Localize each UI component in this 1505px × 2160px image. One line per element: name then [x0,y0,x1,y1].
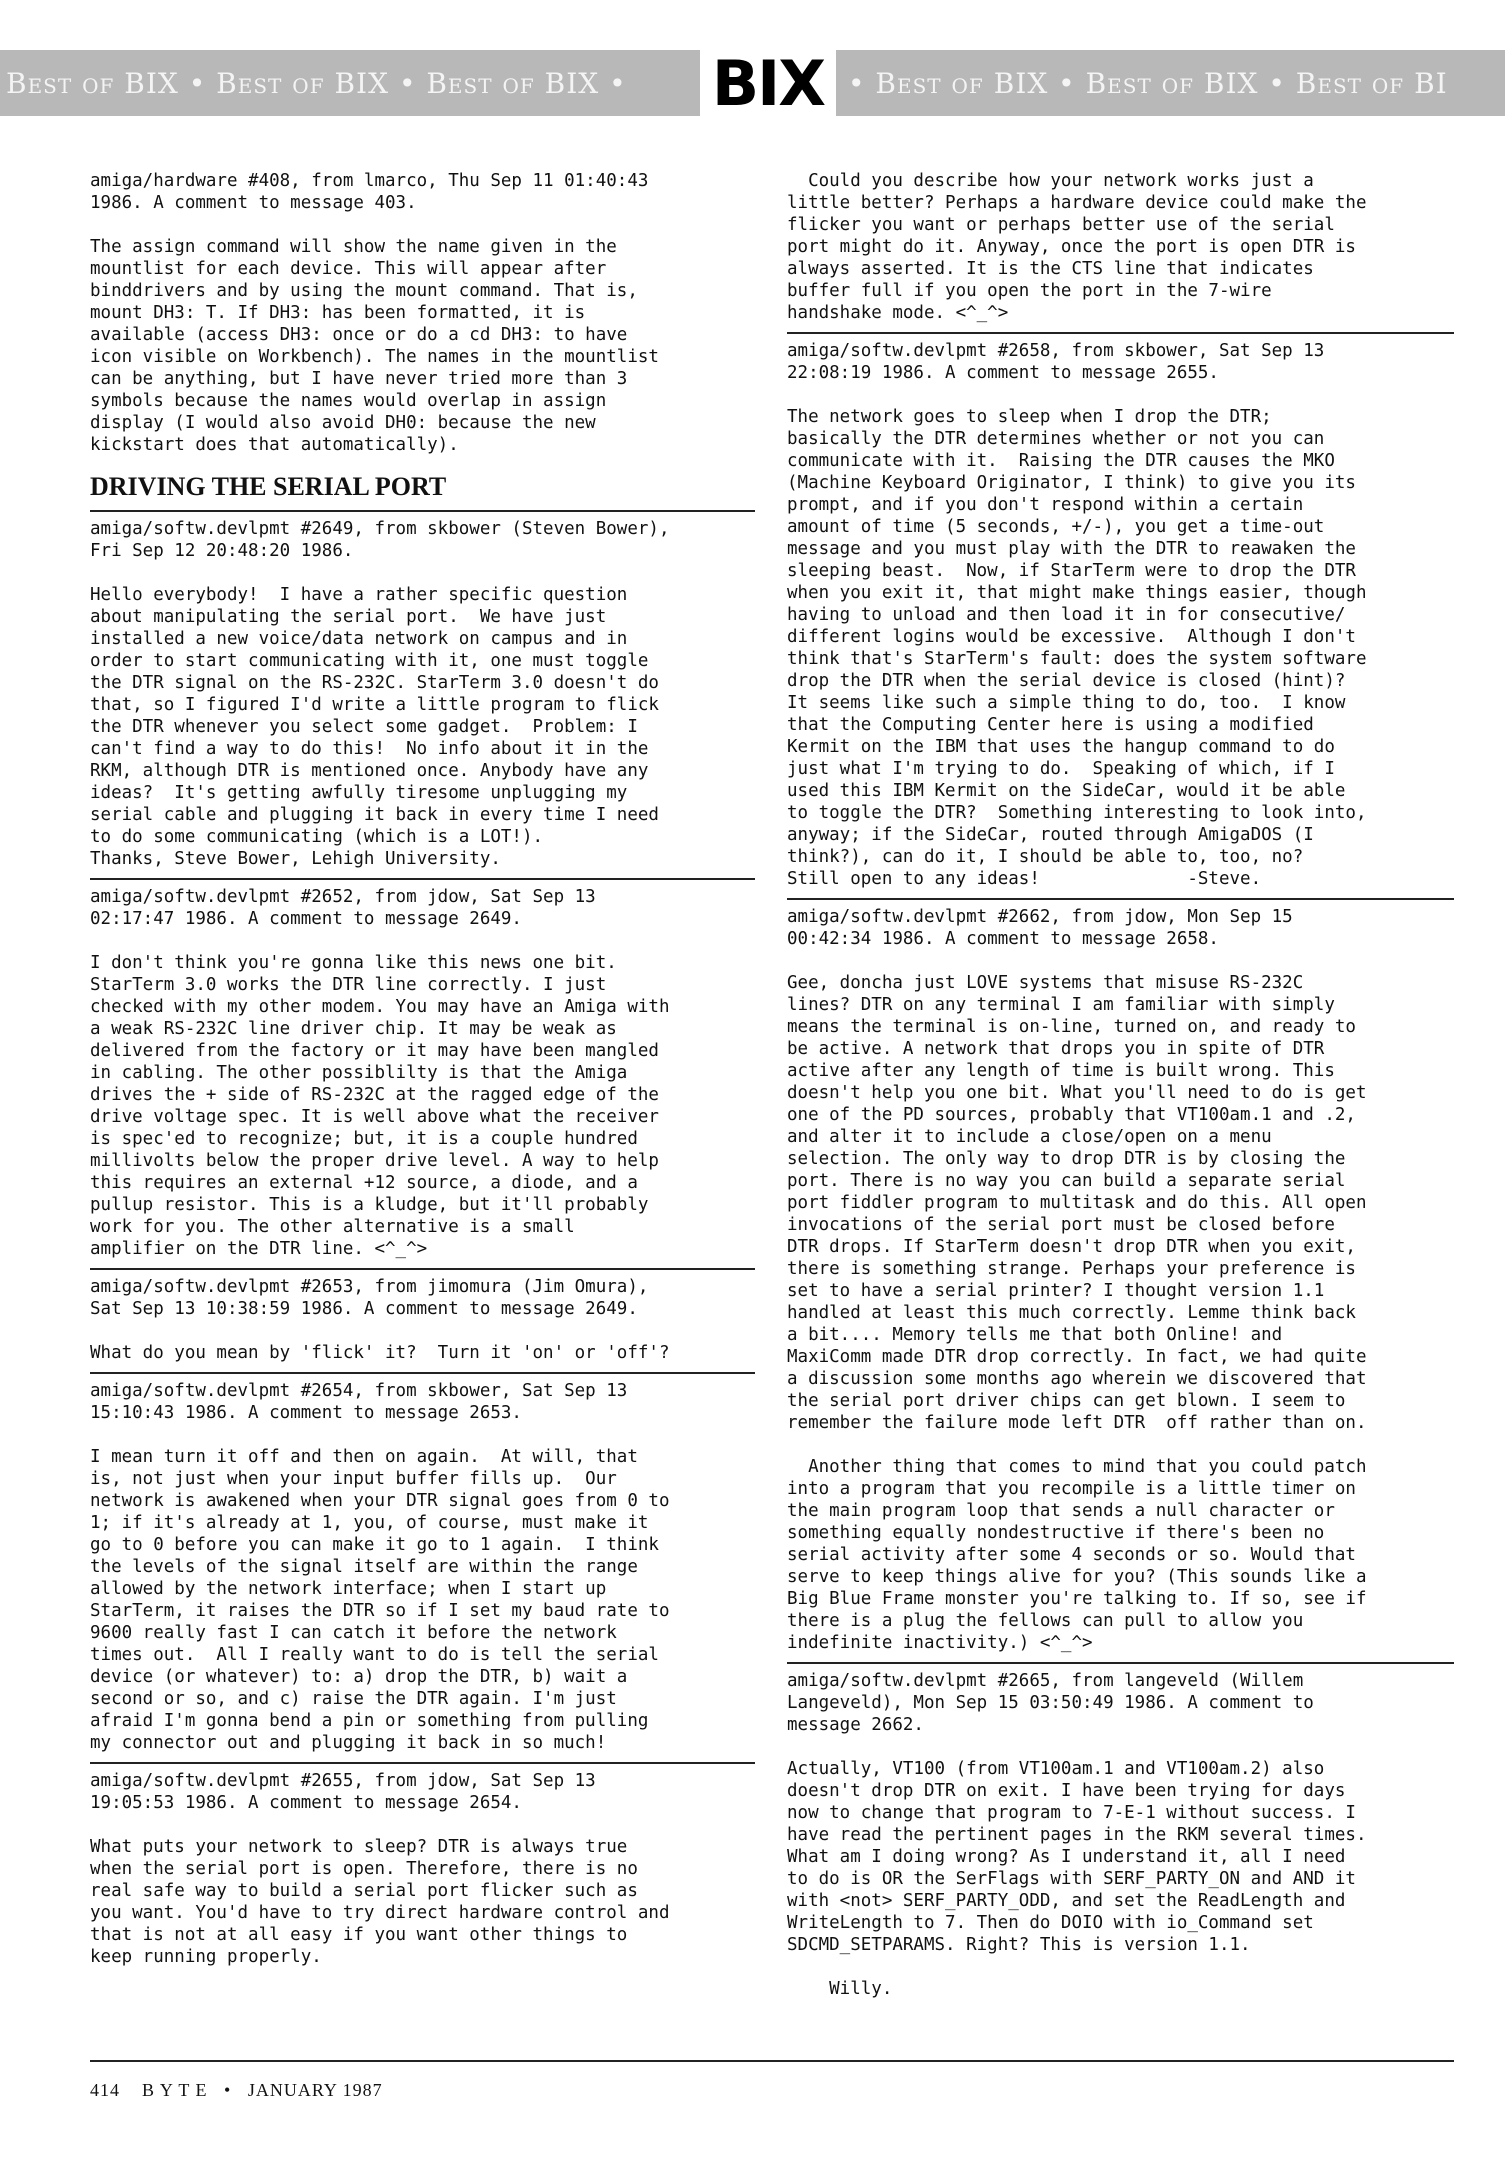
message-body-line: available (access DH3: once or do a cd DH3: to have [90,325,628,345]
message-body-line: serve to keep things alive for you? (This sounds like a [787,1567,1367,1587]
message-body-line: basically the DTR determines whether or not you can [787,429,1325,449]
message-body-line: be active. A network that drops you in spite of DTR [787,1039,1325,1059]
message-body-line: one of the PD sources, probably that VT100am.1 and .2, [787,1105,1356,1125]
message-body-line: message and you must play with the DTR to reawaken the [787,539,1356,559]
message-body-line: pullup resistor. This is a kludge, but it'll probably [90,1195,649,1215]
message-header [90,1380,755,1424]
message-body-line: icon visible on Workbench). The names in the mountlist [90,347,659,367]
message-header-line: message 2662. [787,1715,924,1735]
message-body-line: Actually, VT100 (from VT100am.1 and VT100am.2) also [787,1759,1325,1779]
paragraph-gap [90,562,755,584]
message-body-line: port fiddler program to multitask and do this. All open [787,1193,1367,1213]
message-body-line: DTR drops. If StarTerm doesn't drop DTR when you exit, [787,1237,1356,1257]
message-divider [787,1662,1454,1664]
message-body-line: Gee, doncha just LOVE systems that misuse RS-232C [787,973,1304,993]
message-body-line: What am I doing wrong? As I understand it, all I need [787,1847,1346,1867]
message-body-line: WriteLength to 7. Then do DOIO with io_Command set [787,1913,1314,1933]
message-body-line: keep running properly. [90,1947,322,1967]
message-body-line: allowed by the network interface; when I start up [90,1579,607,1599]
footer-separator: • [224,2080,232,2100]
message-header [90,1276,755,1320]
message-body-line: second or so, and c) raise the DTR again. I'm just [90,1689,617,1709]
message-body-line: remember the failure mode left DTR off rather than on. [787,1413,1367,1433]
message-body-line: 1; if it's already at 1, you, of course, must make it [90,1513,649,1533]
message-body-line: StarTerm 3.0 works the DTR line correctly. I just [90,975,607,995]
message-body-line: 9600 really fast I can catch it before the network [90,1623,617,1643]
message-body-line: device (or whatever) to: a) drop the DTR, b) wait a [90,1667,628,1687]
message-body-line: with <not> SERF_PARTY_ODD, and set the ReadLength and [787,1891,1346,1911]
message-body-line: is, not just when your input buffer fills up. Our [90,1469,617,1489]
message-body-line: doesn't help you one bit. What you'll need to do is get [787,1083,1367,1103]
best-of-bix-banner [0,46,1505,120]
message-divider [90,878,755,880]
message-body-line: prompt, and if you don't respond within a certain [787,495,1304,515]
message-header-line: 15:10:43 1986. A comment to message 2653. [90,1403,522,1423]
message-body-line: that the Computing Center here is using a modified [787,715,1314,735]
message-body-line: sleeping beast. Now, if StarTerm were to drop the DTR [787,561,1356,581]
message-body-line: installed a new voice/data network on campus and in [90,629,628,649]
message-body-line: think?), can do it, I should be able to, too, no? [787,847,1304,867]
right-column [787,170,1454,2000]
message-body-line: my connector out and plugging it back in so much! [90,1733,607,1753]
message-body-line: StarTerm, it raises the DTR so if I set my baud rate to [90,1601,670,1621]
message-body-line: different logins would be excessive. Although I don't [787,627,1356,647]
message-body-line: and alter it to include a close/open on a menu [787,1127,1272,1147]
message-header [787,340,1454,384]
message-header-line: amiga/softw.devlpmt #2665, from langeveld (Willem [787,1671,1304,1691]
message-body-line: used this IBM Kermit on the SideCar, would it be able [787,781,1346,801]
message-header-line: amiga/softw.devlpmt #2654, from skbower, Sat Sep 13 [90,1381,628,1401]
message-body-line: The network goes to sleep when I drop the DTR; [787,407,1272,427]
message-body-line: binddrivers and by using the mount command. That is, [90,281,638,301]
message-divider [787,898,1454,900]
message-body-line: communicate with it. Raising the DTR causes the MKO [787,451,1335,471]
message-body-line: something equally nondestructive if there's been no [787,1523,1325,1543]
message-header-line: 02:17:47 1986. A comment to message 2649. [90,909,522,929]
message-body-line: lines? DTR on any terminal I am familiar with simply [787,995,1335,1015]
message-body-line: order to start communicating with it, one must toggle [90,651,649,671]
message-body-line: kickstart does that automatically). [90,435,459,455]
message-body-line: The assign command will show the name given in the [90,237,617,257]
message-body-line: Hello everybody! I have a rather specific question [90,585,628,605]
message-divider [90,510,755,512]
message-body-line: the DTR whenever you select some gadget. Problem: I [90,717,638,737]
paragraph-gap [90,214,755,236]
message-body-line: times out. All I really want to do is tell the serial [90,1645,659,1665]
message-body-line: into a program that you recompile is a little timer on [787,1479,1356,1499]
message-body-line: ideas? It's getting awfully tiresome unplugging my [90,783,628,803]
message-body-line: when the serial port is open. Therefore, there is no [90,1859,638,1879]
message-body-line: in cabling. The other possiblilty is that the Amiga [90,1063,628,1083]
paragraph-gap [787,1956,1454,1978]
message-body-line: doesn't drop DTR on exit. I have been trying for days [787,1781,1346,1801]
paragraph-gap [90,930,755,952]
message-body-line: indefinite inactivity.) <^_^> [787,1633,1093,1653]
message-divider [787,332,1454,334]
paragraph-gap [787,950,1454,972]
message-body-line: port might do it. Anyway, once the port is open DTR is [787,237,1356,257]
message-body-line: invocations of the serial port must be closed before [787,1215,1335,1235]
message-body-line: I mean turn it off and then on again. At will, that [90,1447,638,1467]
left-column [90,170,755,1968]
message-header [90,518,755,562]
message-body-line: is spec'ed to recognize; but, it is a couple hundred [90,1129,638,1149]
message-body-line: afraid I'm gonna bend a pin or something from pulling [90,1711,649,1731]
message-body-line: Big Blue Frame monster you're talking to. If so, see if [787,1589,1367,1609]
message-body-line: I don't think you're gonna like this news one bit. [90,953,617,973]
message-body-line: Willy. [787,1979,893,1999]
message-body-line: set to have a serial printer? I thought version 1.1 [787,1281,1325,1301]
message-body-line: means the terminal is on-line, turned on, and ready to [787,1017,1356,1037]
message-body-line: a weak RS-232C line driver chip. It may be weak as [90,1019,617,1039]
message-header-line: amiga/hardware #408, from lmarco, Thu Sep 11 01:40:43 [90,171,649,191]
message-body-line: Thanks, Steve Bower, Lehigh University. [90,849,501,869]
message-body-line: What puts your network to sleep? DTR is always true [90,1837,628,1857]
message-body-line: checked with my other modem. You may have an Amiga with [90,997,670,1017]
message-body-line: handshake mode. <^_^> [787,303,1009,323]
message-body-line: just what I'm trying to do. Speaking of which, if I [787,759,1335,779]
message-header-line: amiga/softw.devlpmt #2652, from jdow, Sat Sep 13 [90,887,596,907]
paragraph-gap [787,1434,1454,1456]
footer-rule [90,2060,1454,2062]
message-body-line: you want. You'd have to try direct hardware control and [90,1903,670,1923]
message-body-line: symbols because the names would overlap in assign [90,391,607,411]
message-body-line: when you exit it, that might make things easier, though [787,583,1367,603]
issue-date: JANUARY 1987 [247,2080,383,2100]
message-body-line: the main program loop that sends a null character or [787,1501,1335,1521]
page-footer [90,2080,383,2101]
message-body-line: buffer full if you open the port in the 7-wire [787,281,1272,301]
section-title: DRIVING THE SERIAL PORT [90,472,447,501]
message-body-line: delivered from the factory or it may have been mangled [90,1041,659,1061]
message-body-line: the serial port driver chips can get blown. I seem to [787,1391,1346,1411]
message-body-line: port. There is no way you can build a separate serial [787,1171,1346,1191]
message-header-line: amiga/softw.devlpmt #2655, from jdow, Sat Sep 13 [90,1771,596,1791]
message-header-line: 1986. A comment to message 403. [90,193,417,213]
message-body-line: can't find a way to do this! No info about it in the [90,739,649,759]
page-number: 414 [90,2080,120,2100]
message-body-line: selection. The only way to drop DTR is by closing the [787,1149,1346,1169]
paragraph-gap [90,1320,755,1342]
message-body-line: to do some communicating (which is a LOT!). [90,827,544,847]
message-divider [90,1762,755,1764]
message-header-line: Sat Sep 13 10:38:59 1986. A comment to message 2649. [90,1299,638,1319]
message-body-line: having to unload and then load it in for consecutive/ [787,605,1346,625]
message-header-line: amiga/softw.devlpmt #2658, from skbower, Sat Sep 13 [787,341,1325,361]
message-body-line: to do is OR the SerFlags with SERF_PARTY_ON and AND it [787,1869,1356,1889]
message-body-line: drives the + side of RS-232C at the ragged edge of the [90,1085,659,1105]
message-body-line: that is not at all easy if you want other things to [90,1925,628,1945]
message-body-line: display (I would also avoid DH0: because the new [90,413,596,433]
message-body-line: It seems like such a simple thing to do, too. I know [787,693,1346,713]
message-body-line: to toggle the DTR? Something interesting to look into, [787,803,1367,823]
message-body-line: can be anything, but I have never tried more than 3 [90,369,628,389]
message-body-line: amplifier on the DTR line. <^_^> [90,1239,428,1259]
paragraph-gap [787,1736,1454,1758]
paragraph-gap [90,1814,755,1836]
message-body-line: real safe way to build a serial port flicker such as [90,1881,638,1901]
message-body-line: the levels of the signal itself are within the range [90,1557,638,1577]
message-body-line: go to 0 before you can make it go to 1 again. I think [90,1535,659,1555]
message-body-line: work for you. The other alternative is a small [90,1217,575,1237]
magazine-name: B Y T E [142,2080,208,2100]
message-header-line: amiga/softw.devlpmt #2649, from skbower (Steven Bower), [90,519,670,539]
message-header-line: 00:42:34 1986. A comment to message 2658. [787,929,1219,949]
message-body-line: millivolts below the proper drive level. A way to help [90,1151,659,1171]
message-header-line: Langeveld), Mon Sep 15 03:50:49 1986. A comment to [787,1693,1314,1713]
message-body-line: a bit.... Memory tells me that both Online! and [787,1325,1283,1345]
banner-band-left [0,50,700,116]
message-header-line: 19:05:53 1986. A comment to message 2654. [90,1793,522,1813]
message-body-line: think that's StarTerm's fault: does the system software [787,649,1367,669]
message-body-line: network is awakened when your DTR signal goes from 0 to [90,1491,670,1511]
message-body-line: now to change that program to 7-E-1 without success. I [787,1803,1356,1823]
message-body-line: this requires an external +12 source, a diode, and a [90,1173,638,1193]
message-body-line: there is a plug the fellows can pull to allow you [787,1611,1304,1631]
message-body-line: What do you mean by 'flick' it? Turn it 'on' or 'off'? [90,1343,670,1363]
banner-band-right [836,50,1505,116]
message-body-line: drop the DTR when the serial device is closed (hint)? [787,671,1346,691]
message-body-line: handled at least this much correctly. Lemme think back [787,1303,1356,1323]
message-body-line: have read the pertinent pages in the RKM several times. [787,1825,1367,1845]
message-body-line: mountlist for each device. This will appear after [90,259,607,279]
message-header-line: amiga/softw.devlpmt #2653, from jimomura (Jim Omura), [90,1277,649,1297]
message-header [787,906,1454,950]
message-body-line: Kermit on the IBM that uses the hangup command to do [787,737,1335,757]
message-body-line: there is something strange. Perhaps your preference is [787,1259,1356,1279]
message-header-line: amiga/softw.devlpmt #2662, from jdow, Mon Sep 15 [787,907,1293,927]
message-body-line: Another thing that comes to mind that you could patch [787,1457,1367,1477]
message-body-line: serial activity after some 4 seconds or so. Would that [787,1545,1356,1565]
banner-right-text: • Best of BIX • Best of BIX • Best of BI [848,66,1448,100]
message-body-line: Still open to any ideas! -Steve. [787,869,1262,889]
message-body-line: always asserted. It is the CTS line that indicates [787,259,1314,279]
message-header-line: Fri Sep 12 20:48:20 1986. [90,541,354,561]
message-header [90,1770,755,1814]
bix-logo: BIX [711,46,825,120]
message-body-line: SDCMD_SETPARAMS. Right? This is version 1.1. [787,1935,1251,1955]
message-divider [90,1268,755,1270]
message-body-line: active after any length of time is built wrong. This [787,1061,1335,1081]
paragraph-gap [787,384,1454,406]
message-body-line: RKM, although DTR is mentioned once. Anybody have any [90,761,649,781]
message-body-line: amount of time (5 seconds, +/-), you get a time-out [787,517,1325,537]
paragraph-gap [90,1424,755,1446]
message-body-line: anyway; if the SideCar, routed through AmigaDOS (I [787,825,1314,845]
message-body-line: (Machine Keyboard Originator, I think) to give you its [787,473,1356,493]
message-body-line: flicker you want or perhaps better use of the serial [787,215,1335,235]
message-header [90,886,755,930]
message-body-line: a discussion some months ago wherein we discovered that [787,1369,1367,1389]
message-body-line: drive voltage spec. It is well above what the receiver [90,1107,659,1127]
message-body-line: mount DH3: T. If DH3: has been formatted, it is [90,303,586,323]
banner-left-text: Best of BIX • Best of BIX • Best of BIX • [6,66,627,100]
message-header [787,1670,1454,1736]
message-body-line: that, so I figured I'd write a little program to flick [90,695,659,715]
message-divider [90,1372,755,1374]
message-body-line: Could you describe how your network works just a [787,171,1314,191]
message-body-line: little better? Perhaps a hardware device could make the [787,193,1367,213]
message-header [90,170,755,214]
message-header-line: 22:08:19 1986. A comment to message 2655. [787,363,1219,383]
message-body-line: serial cable and plugging it back in every time I need [90,805,659,825]
message-body-line: the DTR signal on the RS-232C. StarTerm 3.0 doesn't do [90,673,659,693]
message-body-line: MaxiComm made DTR drop correctly. In fact, we had quite [787,1347,1367,1367]
message-body-line: about manipulating the serial port. We have just [90,607,607,627]
